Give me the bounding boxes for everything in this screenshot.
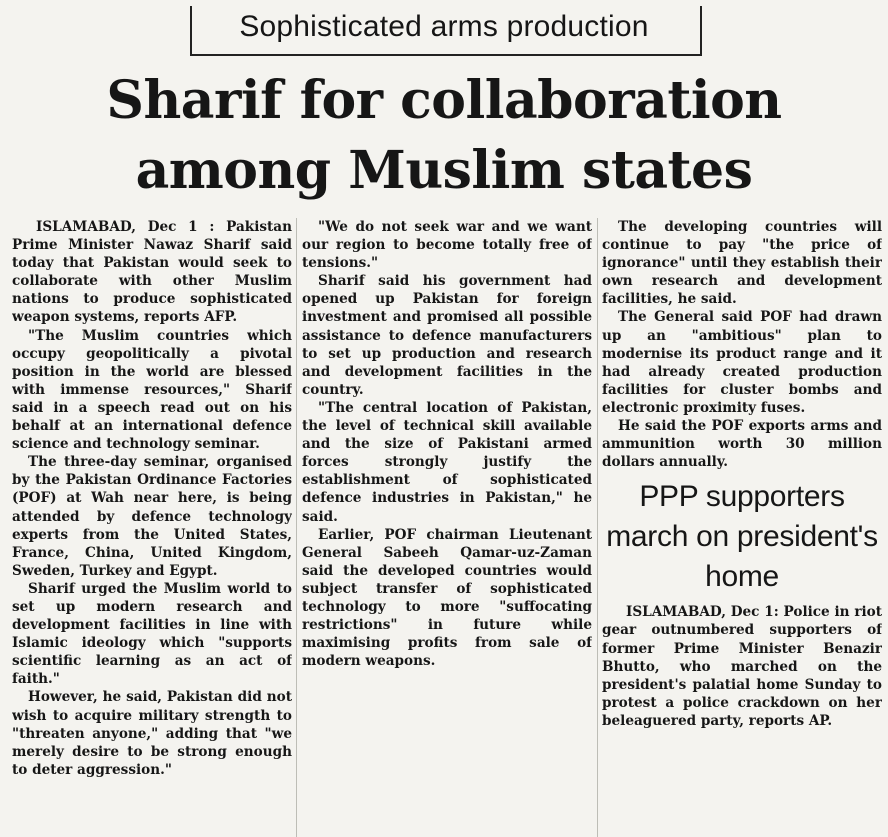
main-headline: [0, 66, 888, 206]
article-paragraph: The three-day seminar, organised by the Pakistan Ordinance Factories (POF) at Wah near here, is being attended by defence technology experts from the United States, France, China, United Kingdom, Sweden, Turkey and Egypt.: [12, 454, 292, 579]
kicker-banner: [0, 0, 888, 62]
article-column-3: [602, 218, 882, 837]
article-paragraph: The developing countries will continue to pay "the price of ignorance" until they establish their own research and development facilities, he said.: [602, 219, 882, 308]
column-rule: [597, 218, 598, 837]
article-paragraph: Earlier, POF chairman Lieutenant General Sabeeh Qamar-uz-Zaman said the developed countries would subject transfer of sophisticated technology to more "suffocating restrictions" in future while maximising profits from sale of modern weapons.: [302, 526, 592, 670]
article-column-2: [302, 218, 592, 837]
column-rule: [296, 218, 297, 837]
article-paragraph: "The Muslim countries which occupy geopolitically a pivotal position in the world are blessed with immense resources," Sharif said in a speech read out on his behalf at an international defence science and technology seminar.: [12, 327, 292, 453]
headline-line-1: Sharif for collaboration: [106, 70, 782, 131]
kicker-text: Sophisticated arms production: [239, 10, 649, 43]
article-column-1: [12, 218, 292, 837]
dateline: ISLAMABAD, Dec 1 :: [36, 219, 215, 235]
sidebar-dateline: ISLAMABAD, Dec 1:: [626, 604, 779, 621]
article-paragraph: "We do not seek war and we want our region to become totally free of tensions.": [302, 219, 592, 272]
article-paragraph: "The central location of Pakistan, the level of technical skill available and the size of Pakistani armed forces strongly justify the establishment of sophisticated defence industries in Pakistan," he said.: [302, 399, 592, 525]
sidebar-headline: PPP supporters march on president's home: [606, 480, 878, 594]
article-paragraph: The General said POF had drawn up an "ambitious" plan to modernise its product range and it had already created production facilities for cluster bombs and electronic proximity fuses.: [602, 309, 882, 416]
article-paragraph: He said the POF exports arms and ammunition worth 30 million dollars annually.: [602, 418, 882, 471]
headline-line-2: among Muslim states: [135, 140, 753, 201]
sidebar-paragraph: ISLAMABAD, Dec 1: Police in riot gear outnumbered supporters of former Prime Minister Benazir Bhutto, who marched on the president's palatial home Sunday to protest a police crackdown on her beleaguered party, reports AP.: [602, 604, 882, 729]
article-paragraph: However, he said, Pakistan did not wish to acquire military strength to "threaten anyone," adding that "we merely desire to be strong enough to deter aggression.": [12, 689, 292, 778]
article-paragraph: ISLAMABAD, Dec 1 : Pakistan Prime Minister Nawaz Sharif said today that Pakistan would seek to collaborate with other Muslim nations to produce sophisticated weapon systems, reports AFP.: [12, 219, 292, 326]
article-paragraph: Sharif said his government had opened up Pakistan for foreign investment and promised all possible assistance to defence manufacturers to set up production and research and development facilities in the country.: [302, 273, 592, 398]
article-paragraph: Sharif urged the Muslim world to set up modern research and development facilities in line with Islamic ideology which "supports scientific learning as an act of faith.": [12, 580, 292, 688]
